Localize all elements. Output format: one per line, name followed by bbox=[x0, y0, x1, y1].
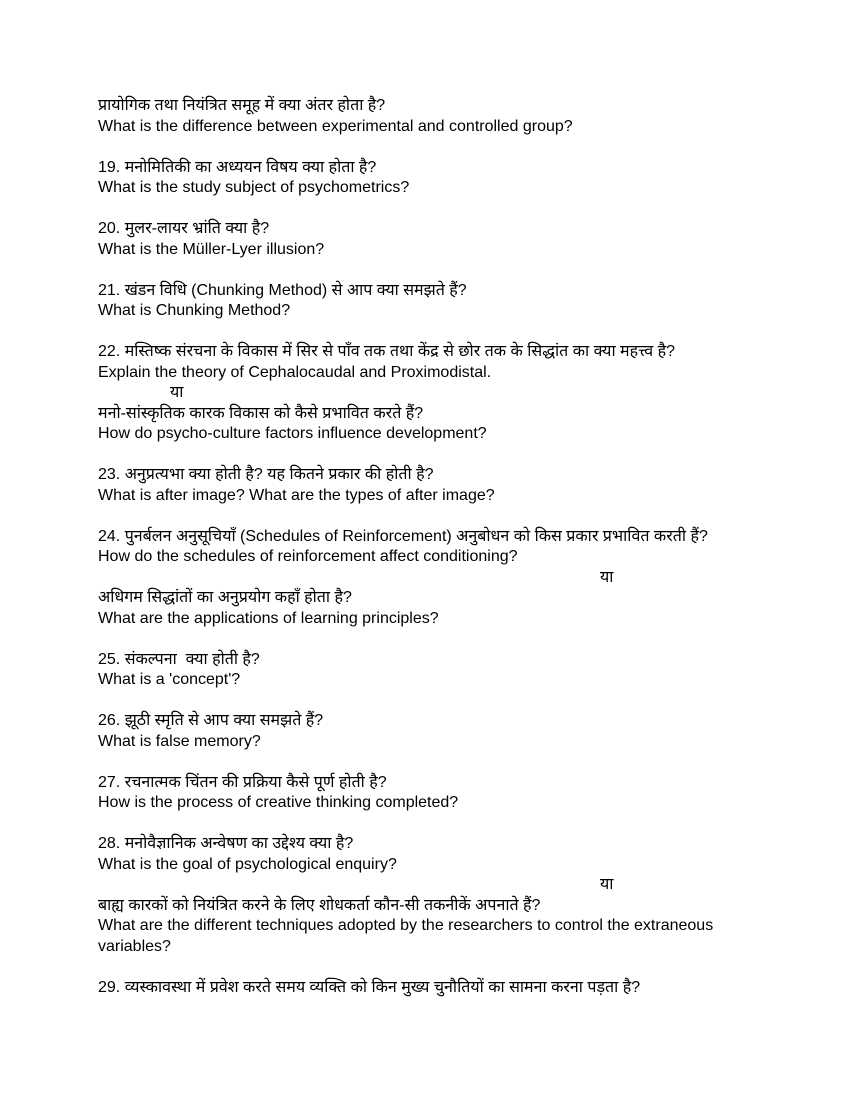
question-line-english: What is the difference between experimental and controlled group? bbox=[98, 117, 573, 135]
question-line-english: How do the schedules of reinforcement affect conditioning? bbox=[98, 548, 518, 565]
question-line-english: What is after image? What are the types of after image? bbox=[98, 486, 495, 504]
question-line-english: What are the different techniques adopted by the researchers to control the extraneous variables? bbox=[98, 917, 718, 955]
question-line-hindi: प्रायोगिक तथा नियंत्रित समूह में क्या अंतर होता है? bbox=[98, 97, 386, 114]
blank-line bbox=[98, 322, 770, 343]
question-line-hindi: 20. मुलर-लायर भ्रांति क्या है? bbox=[98, 220, 270, 237]
question-line-english: How is the process of creative thinking completed? bbox=[98, 794, 459, 811]
question-line-hindi: 22. मस्तिष्क संरचना के विकास में सिर से पाँव तक तथा केंद्र से छोर तक के सिद्धांत का क्या महत्त्व है? bbox=[98, 343, 676, 360]
question-line-english: What are the applications of learning principles? bbox=[98, 609, 439, 627]
question-line-hindi: 28. मनोवैज्ञानिक अन्वेषण का उद्देश्य क्या है? bbox=[98, 835, 354, 852]
question-line-english: What is a 'concept'? bbox=[98, 671, 241, 688]
blank-line bbox=[98, 260, 770, 281]
blank-line bbox=[98, 957, 770, 978]
question-line-english: What is the study subject of psychometrics? bbox=[98, 179, 410, 196]
question-line-hindi: अधिगम सिद्धांतों का अनुप्रयोग कहाँ होता है? bbox=[98, 589, 352, 606]
question-line-english: What is the goal of psychological enquiry? bbox=[98, 855, 397, 873]
blank-line bbox=[98, 752, 770, 773]
document-body bbox=[98, 96, 770, 998]
question-line-english: How do psycho-culture factors influence development? bbox=[98, 425, 487, 442]
question-line-hindi: 27. रचनात्मक चिंतन की प्रक्रिया कैसे पूर्ण होती है? bbox=[98, 773, 387, 791]
question-line-hindi: बाह्य कारकों को नियंत्रित करने के लिए शोधकर्ता कौन-सी तकनीकें अपनाते हैं? bbox=[98, 896, 541, 914]
question-line-english: What is Chunking Method? bbox=[98, 302, 291, 319]
or-separator: या bbox=[170, 384, 184, 401]
blank-line bbox=[98, 199, 770, 220]
blank-line bbox=[98, 691, 770, 712]
question-line-hindi: 25. संकल्पना क्या होती है? bbox=[98, 650, 260, 668]
or-separator: या bbox=[600, 568, 614, 586]
blank-line bbox=[98, 445, 770, 466]
question-line-english: Explain the theory of Cephalocaudal and Proximodistal. bbox=[98, 363, 492, 381]
blank-line bbox=[98, 137, 770, 158]
question-line-hindi: 24. पुनर्बलन अनुसूचियाँ (Schedules of Reinforcement) अनुबोधन को किस प्रकार प्रभावित करती हैं? bbox=[98, 527, 708, 545]
question-line-english: What is false memory? bbox=[98, 732, 261, 750]
or-separator: या bbox=[600, 876, 614, 893]
blank-line bbox=[98, 814, 770, 835]
question-line-hindi: 19. मनोमितिकी का अध्ययन विषय क्या होता है? bbox=[98, 158, 377, 176]
question-line-hindi: 23. अनुप्रत्यभा क्या होती है? यह कितने प्रकार की होती है? bbox=[98, 466, 434, 483]
question-line-hindi: मनो-सांस्कृतिक कारक विकास को कैसे प्रभावित करते हैं? bbox=[98, 404, 424, 422]
blank-line bbox=[98, 506, 770, 527]
question-line-hindi: 29. व्यस्कावस्था में प्रवेश करते समय व्यक्ति को किन मुख्य चुनौतियों का सामना करना पड़ता है? bbox=[98, 978, 641, 996]
question-line-hindi: 26. झूठी स्मृति से आप क्या समझते हैं? bbox=[98, 712, 324, 729]
question-line-english: What is the Müller-Lyer illusion? bbox=[98, 240, 325, 258]
question-line-hindi: 21. खंडन विधि (Chunking Method) से आप क्या समझते हैं? bbox=[98, 281, 467, 299]
blank-line bbox=[98, 629, 770, 650]
